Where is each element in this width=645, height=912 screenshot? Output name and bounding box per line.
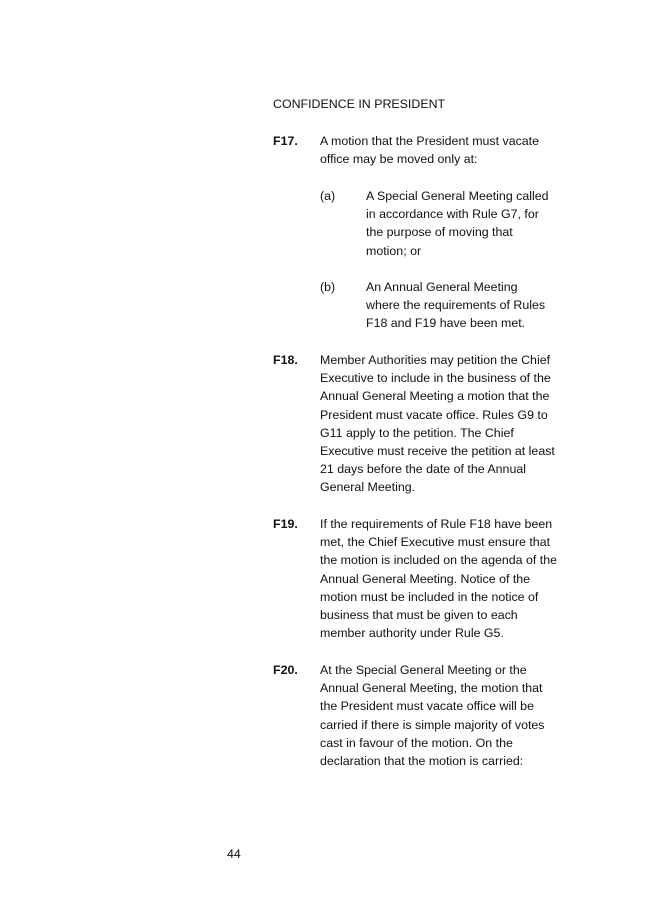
subclause-text: An Annual General Meeting where the requirements of Rules F18 and F19 have been met. [366,280,546,331]
rule-number: F20. [273,663,298,677]
section-heading: CONFIDENCE IN PRESIDENT [273,97,446,111]
rule-f17 [273,132,563,168]
subclause-text: A Special General Meeting called in accordance with Rule G7, for the purpose of moving that motion; or [366,189,549,258]
subclause-b [320,278,560,333]
rule-text: At the Special General Meeting or the Annual General Meeting, the motion that the President must vacate office will be carried if there is simple majority of votes cast in favour of the motion. On the declaration that the motion is carried: [320,663,545,769]
rule-f20 [273,661,563,770]
rule-number: F18. [273,353,298,367]
rule-text: If the requirements of Rule F18 have been met, the Chief Executive must ensure that the motion is included on the agenda of the Annual General Meeting. Notice of the motion must be included in the notice of business that must be given to each member authority under Rule G5. [320,517,557,641]
rule-f18 [273,351,563,497]
rule-f19 [273,515,563,642]
subclause-label: (b) [320,280,336,294]
rule-number: F17. [273,134,298,148]
page-number: 44 [227,847,241,861]
rule-text: Member Authorities may petition the Chief Executive to include in the business of the Annual General Meeting a motion that the President must vacate office. Rules G9 to G11 apply to the petition. The Chief Executive must receive the petition at least 21 days before the date of the Annual General Meeting. [320,353,555,495]
rule-text: A motion that the President must vacate office may be moved only at: [320,134,540,167]
subclause-a [320,187,560,260]
rule-number: F19. [273,517,298,531]
subclause-label: (a) [320,189,336,203]
